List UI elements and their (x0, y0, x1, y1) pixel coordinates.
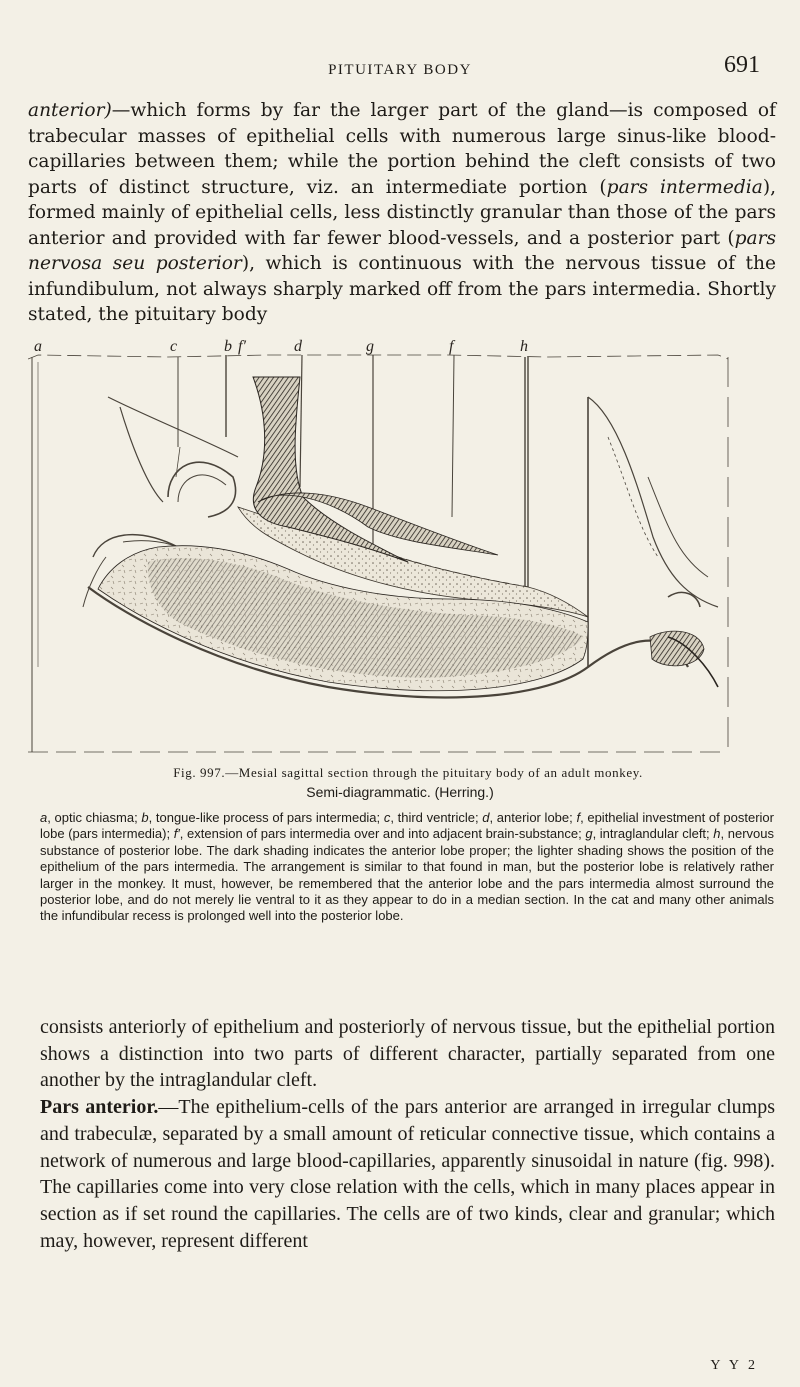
caption-key: d (482, 810, 490, 825)
caption-text: , third ventricle; (390, 810, 483, 825)
caption-key: c (383, 810, 391, 825)
caption-text: , anterior lobe; (489, 810, 577, 825)
figure-subtitle: Semi-diagrammatic. (Herring.) (306, 784, 494, 800)
intro-paragraph (28, 98, 776, 328)
caption-key: f (576, 810, 581, 825)
signature-mark: Y Y 2 (710, 1358, 758, 1373)
italic-term: pars nervosa seu posterior (28, 227, 776, 274)
figure-label-h: h (520, 338, 528, 355)
italic-term: anterior) (28, 100, 112, 121)
caption-key: b (141, 810, 149, 825)
figure-label-f: f (449, 338, 454, 355)
text-run: —The epithelium-cells of the pars anterior are arranged in irregular clumps and trabeculæ, separated by a small amount of reticular connective tissue, which contains a network of numerous and large blood-capillaries, apparently sinusoidal in nature (fig. 998). The capillaries come into very close relation with the cells, which in many places appear in section as if set round the capillaries. The cells are of two kinds, clear and granular; which may, however, represent different (40, 1096, 775, 1252)
caption-text: , extension of pars intermedia over and into adjacent brain-substance; (179, 826, 586, 842)
caption-text: , epithelial investment of posterior lobe (pars intermedia); (40, 810, 774, 842)
caption-text: , tongue-like process of pars intermedia; (148, 810, 384, 825)
pituitary-section-diagram (28, 337, 776, 757)
figure-label-c: c (170, 338, 178, 355)
caption-key: a (40, 810, 48, 825)
figure-label-d: d (294, 338, 302, 355)
figure-label-g: g (366, 338, 374, 355)
section-heading: Pars anterior. (40, 1096, 159, 1119)
caption-text: , intraglandular cleft; (592, 826, 714, 842)
text-run: ), which is continuous with the nervous tissue of the infundibulum, not always sharply marked off from the pars intermedia. Shortly stated, the pituitary body (28, 253, 776, 325)
italic-term: pars intermedia (606, 176, 763, 198)
figure-label-b: b (224, 338, 232, 355)
figure-label-a: a (34, 338, 42, 355)
caption-key: f′ (173, 826, 180, 842)
body-paragraph (40, 1014, 775, 1254)
running-head: PITUITARY BODY (328, 62, 472, 78)
page-number: 691 (724, 52, 760, 78)
figure-caption (40, 810, 774, 925)
caption-key: g (585, 826, 593, 842)
figure-title: Fig. 997.—Mesial sagittal section through the pituitary body of an adult monkey. (173, 765, 643, 780)
caption-text: , nervous substance of posterior lobe. The dark shading indicates the anterior lobe proper; the lighter shading shows the position of the epithelium of the pars intermedia. The arrangement is similar to that found in man, but the posterior lobe is relatively rather larger in the monkey. It must, however, be remembered that the anterior lobe and the pars intermedia almost surround the posterior lobe, and do not merely lie ventral to it as they appear to do in a median section. In the cat and many other animals the infundibular recess is prolonged well into the posterior lobe. (40, 826, 775, 924)
text-run: ), formed mainly of epithelial cells, less distinctly granular than those of the pars anterior and provided with far fewer blood-vessels, and a posterior part ( (28, 176, 777, 249)
text-run: —which forms by far the larger part of the gland—is composed of trabecular masses of epithelial cells with numerous large sinus-like blood-capillaries between them; while the portion behind the cleft consists of two parts of distinct structure, viz. an intermediate portion ( (28, 100, 776, 198)
pars-intermedia-extension (650, 631, 704, 666)
caption-key: h (713, 826, 721, 842)
figure-997 (28, 337, 776, 757)
caption-text: , optic chiasma; (47, 810, 142, 825)
text-run: consists anteriorly of epithelium and posteriorly of nervous tissue, but the epithelial portion shows a distinction into two parts of different character, partially separated from one another by the intraglandular cleft. (40, 1016, 775, 1092)
figure-label-f-prime: f′ (238, 338, 246, 355)
